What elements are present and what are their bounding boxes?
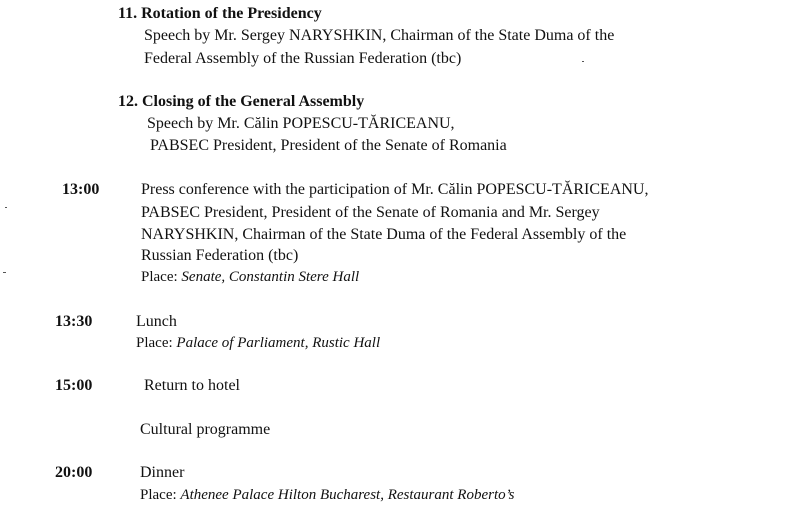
dinner-place — [140, 485, 515, 505]
place-label: Place: — [136, 335, 173, 351]
item-12-heading: 12. Closing of the General Assembly — [118, 93, 365, 110]
place-label: Place: — [140, 487, 177, 503]
item-12-speech-line-1: Speech by Mr. Călin POPESCU-TĂRICEANU, — [147, 115, 455, 132]
time-15-00: 15:00 — [55, 377, 93, 394]
place-value: Senate, Constantin Stere Hall — [181, 269, 360, 285]
dinner-title: Dinner — [140, 464, 185, 481]
press-line-1: Press conference with the participation of Mr. Călin POPESCU-TĂRICEANU, — [141, 181, 649, 198]
place-value: Athenee Palace Hilton Bucharest, Restaurant Roberto’s — [180, 487, 515, 503]
cultural-programme: Cultural programme — [140, 421, 271, 438]
time-13-00: 13:00 — [62, 181, 100, 198]
press-line-4: Russian Federation (tbc) — [141, 247, 299, 264]
scan-speck — [5, 207, 7, 208]
press-line-3: NARYSHKIN, Chairman of the State Duma of the Federal Assembly of the — [141, 226, 627, 243]
place-label: Place: — [141, 269, 178, 285]
lunch-place — [136, 333, 380, 353]
time-20-00: 20:00 — [55, 464, 93, 481]
item-12-speech-line-2: PABSEC President, President of the Senate of Romania — [150, 137, 507, 154]
press-line-2: PABSEC President, President of the Senate of Romania and Mr. Sergey — [141, 204, 600, 221]
item-11-speech-line-1: Speech by Mr. Sergey NARYSHKIN, Chairman of the State Duma of the — [144, 27, 615, 44]
scan-speck — [582, 61, 584, 62]
time-13-30: 13:30 — [55, 313, 93, 330]
press-place — [141, 267, 359, 287]
item-11-heading: 11. Rotation of the Presidency — [118, 5, 322, 22]
scan-speck — [3, 272, 6, 273]
hotel-title: Return to hotel — [144, 377, 240, 394]
place-value: Palace of Parliament, Rustic Hall — [176, 335, 381, 351]
item-11-speech-line-2: Federal Assembly of the Russian Federation (tbc) — [144, 50, 462, 67]
lunch-title: Lunch — [136, 313, 177, 330]
